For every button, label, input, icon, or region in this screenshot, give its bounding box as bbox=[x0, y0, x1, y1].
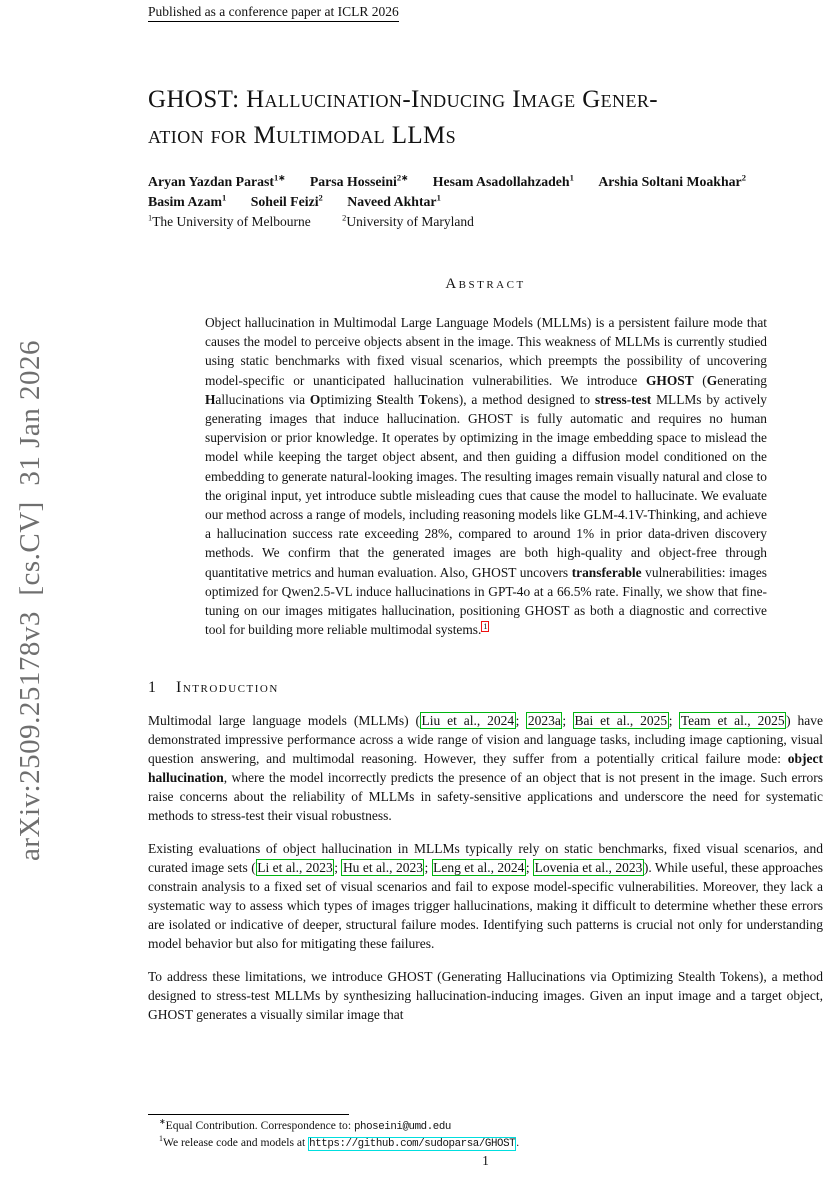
footnote-marker: 1 bbox=[159, 1134, 163, 1144]
author-name: Parsa Hosseini bbox=[309, 174, 397, 189]
text-run: ( bbox=[693, 372, 707, 388]
author-affiliation-mark: 2 bbox=[318, 192, 323, 203]
text-run: okens), a method designed to bbox=[427, 391, 595, 407]
text-run: tealth bbox=[383, 391, 419, 407]
author bbox=[148, 174, 285, 189]
text-run: ptimizing bbox=[320, 391, 377, 407]
author bbox=[148, 194, 226, 209]
author-affiliation-mark: 2 bbox=[741, 172, 746, 183]
author-name: Soheil Feizi bbox=[250, 194, 319, 209]
footnote-block bbox=[148, 1114, 823, 1152]
affiliation-mark: 1 bbox=[148, 213, 153, 223]
text-run: Existing evaluations of object hallucination in MLLMs typically rely on static benchmarks, fixed visual scenarios, and curated image sets ( bbox=[148, 841, 823, 876]
text-run: ; bbox=[424, 860, 432, 876]
bold-text: T bbox=[418, 391, 428, 407]
footnote-code-release bbox=[148, 1135, 823, 1152]
header-text: Published as a conference paper at ICLR 2026 bbox=[148, 4, 399, 22]
footnote-equal-contribution bbox=[148, 1118, 823, 1135]
affiliations bbox=[148, 212, 823, 232]
section-number: 1 bbox=[148, 679, 156, 697]
intro-paragraph-3 bbox=[148, 967, 823, 1024]
affiliation-name: University of Maryland bbox=[346, 214, 474, 229]
bold-text: S bbox=[376, 391, 384, 407]
citation-link[interactable]: Hu et al., 2023 bbox=[342, 860, 423, 876]
author-block bbox=[148, 172, 823, 232]
intro-paragraph-2 bbox=[148, 839, 823, 953]
author-name: Basim Azam bbox=[148, 194, 222, 209]
abstract-text bbox=[205, 313, 767, 639]
text-run: To address these limitations, we introduce GHOST (Generating Hallucinations via Optimizing Stealth Tokens), a method designed to stress-test MLLMs by synthesizing hallucination-inducing images. Given an input image and a target object, GHOST generates a visually similar image that bbox=[148, 969, 823, 1023]
section-title: Introduction bbox=[176, 679, 279, 697]
paper-title bbox=[148, 82, 823, 154]
text-run: Multimodal large language models (MLLMs) ( bbox=[148, 713, 420, 729]
author-name: Arshia Soltani Moakhar bbox=[598, 174, 742, 189]
citation-link[interactable]: 2023a bbox=[527, 713, 561, 729]
author-name: Aryan Yazdan Parast bbox=[148, 174, 274, 189]
text-run: ; bbox=[334, 860, 342, 876]
text-run: ). While useful, these approaches constrain analysis to a fixed set of visual scenarios and fail to expose model-specific vulnerabilities. Moreover, they lack a systematic way to assess which types of images trigger hallucinations, making it difficult to determine whether these errors are isolated or indicative of deeper, structural failure modes. Identifying such patterns is crucial not only for understanding model behavior but also for mitigating these failures. bbox=[148, 860, 823, 952]
author-row-2 bbox=[148, 192, 823, 212]
bold-text: O bbox=[309, 391, 321, 407]
author-name: Hesam Asadollahzadeh bbox=[432, 174, 570, 189]
affiliation-mark: 2 bbox=[342, 213, 347, 223]
author-row-1 bbox=[148, 172, 823, 192]
author-name: Naveed Akhtar bbox=[347, 194, 437, 209]
affiliation bbox=[342, 214, 474, 229]
text-run: ; bbox=[562, 713, 573, 729]
citation-link[interactable]: Lovenia et al., 2023 bbox=[534, 860, 643, 876]
affiliation-name: The University of Melbourne bbox=[152, 214, 311, 229]
text-run: ; bbox=[515, 713, 527, 729]
author bbox=[433, 174, 574, 189]
text-run: allucinations via bbox=[215, 391, 310, 407]
section-heading-introduction bbox=[148, 679, 823, 697]
author-affiliation-mark: 1 bbox=[569, 172, 574, 183]
text-run: , where the model incorrectly predicts the presence of an object that is not present in the image. Such errors raise concerns about the reliability of MLLMs in safety-sensitive applications and underscore the need for systematic methods to stress-test their visual robustness. bbox=[148, 770, 823, 824]
author-affiliation-mark: 2∗ bbox=[396, 172, 409, 183]
footnote-marker: ∗ bbox=[159, 1117, 166, 1127]
footnote-rule bbox=[148, 1114, 349, 1115]
footnote-ref[interactable]: 1 bbox=[483, 621, 488, 631]
text-run: ; bbox=[668, 713, 680, 729]
mono-text: phoseini@umd.edu bbox=[353, 1121, 451, 1133]
affiliation bbox=[148, 214, 311, 229]
author bbox=[251, 194, 323, 209]
bold-text: transferable bbox=[571, 564, 642, 580]
author-affiliation-mark: 1 bbox=[221, 192, 227, 203]
bold-text: stress-test bbox=[594, 391, 652, 407]
author bbox=[347, 194, 441, 209]
text-run: We release code and models at bbox=[162, 1136, 309, 1149]
bold-text: object hallucination bbox=[148, 751, 823, 786]
paper-content bbox=[148, 0, 823, 1200]
title-line-2: ation for Multimodal LLMs bbox=[148, 122, 457, 149]
citation-link[interactable]: Leng et al., 2024 bbox=[433, 860, 525, 876]
author-affiliation-mark: 1 bbox=[436, 192, 441, 203]
text-run: ; bbox=[525, 860, 534, 876]
arxiv-watermark: arXiv:2509.25178v3 [cs.CV] 31 Jan 2026 bbox=[14, 339, 46, 861]
author bbox=[598, 174, 746, 189]
text-run: enerating bbox=[717, 372, 768, 388]
citation-link[interactable]: Bai et al., 2025 bbox=[574, 713, 668, 729]
author-affiliation-mark: 1∗ bbox=[273, 172, 286, 183]
citation-link[interactable]: Team et al., 2025 bbox=[680, 713, 785, 729]
page-number: 1 bbox=[482, 1153, 489, 1168]
bold-text: H bbox=[205, 391, 216, 407]
citation-link[interactable]: Liu et al., 2024 bbox=[421, 713, 515, 729]
text-run: MLLMs by actively generating images that induce hallucination. GHOST is fully automatic and requires no human supervision or prior knowledge. It operates by optimizing in the image embedding space to mislead the model while keeping the target object absent, and then guiding a diffusion model conditioned on the embedding to generate natural-looking images. The resulting images remain visually natural and close to the original input, yet introduce subtle misleading cues that cause the model to hallucinate. We evaluate our method across a range of models, including reasoning models like GLM-4.1V-Thinking, and achieve a hallucination success rate exceeding 28%, compared to around 1% in prior data-driven discovery methods. We confirm that the generated images are both high-quality and object-free through quantitative metrics and human evaluation. Also, GHOST uncovers bbox=[205, 391, 767, 580]
bold-text: GHOST bbox=[646, 372, 694, 388]
text-run: vulnerabilities: images optimized for Qwen2.5-VL induce hallucinations in GPT-4o at a 66.5% rate. Finally, we show that fine-tuning on our images mitigates hallucination, positioning GHOST as both a diagnostic and corrective tool for building more reliable multimodal systems. bbox=[205, 564, 767, 638]
author bbox=[310, 174, 408, 189]
url-link[interactable]: https://github.com/sudoparsa/GHOST bbox=[309, 1138, 516, 1150]
text-run: Object hallucination in Multimodal Large Language Models (MLLMs) is a persistent failure mode that causes the model to perceive objects absent in the image. This weakness of MLLMs is currently studied using static benchmarks with fixed visual scenarios, which preempts the possibility of uncovering model-specific or unanticipated hallucination vulnerabilities. We introduce bbox=[205, 315, 767, 388]
title-line-1: GHOST: Hallucination-Inducing Image Gener- bbox=[148, 86, 658, 113]
text-run: Equal Contribution. Correspondence to: bbox=[165, 1119, 354, 1132]
bold-text: G bbox=[706, 372, 718, 388]
citation-link[interactable]: Li et al., 2023 bbox=[257, 860, 333, 876]
abstract-heading: Abstract bbox=[445, 276, 526, 292]
intro-paragraph-1 bbox=[148, 711, 823, 825]
running-header bbox=[148, 0, 823, 20]
text-run: ) have demonstrated impressive performance across a wide range of vision and language tasks, including image captioning, visual question answering, and multimodal reasoning. However, they suffer from a potentially critical failure mode: bbox=[148, 713, 823, 767]
text-run: . bbox=[516, 1136, 520, 1149]
